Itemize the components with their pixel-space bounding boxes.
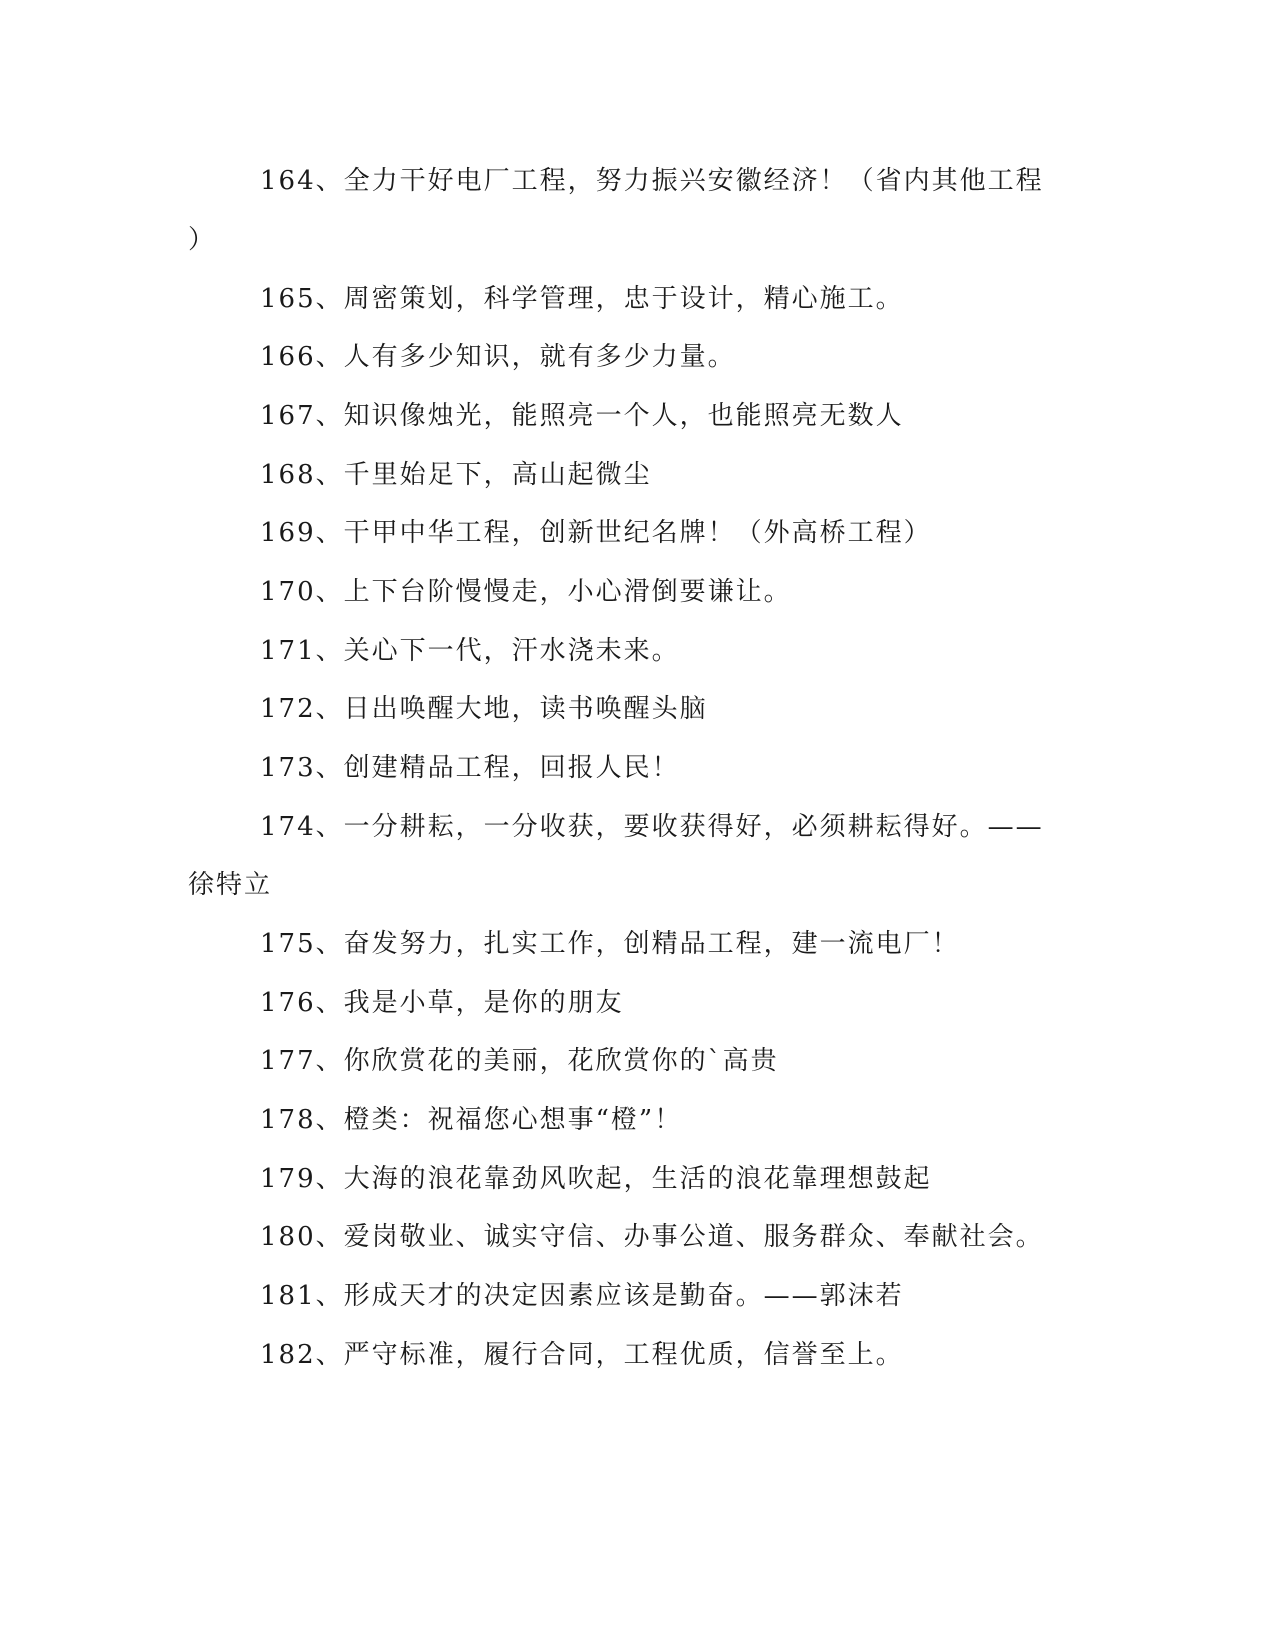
paragraph-178: 178、橙类：祝福您心想事“橙”！ xyxy=(260,1105,683,1135)
paragraph-169: 169、干甲中华工程，创新世纪名牌！（外高桥工程） xyxy=(260,518,932,548)
paragraph-176: 176、我是小草，是你的朋友 xyxy=(260,988,624,1018)
paragraph-170: 170、上下台阶慢慢走，小心滑倒要谦让。 xyxy=(260,577,792,607)
paragraph-182: 182、严守标准，履行合同，工程优质，信誉至上。 xyxy=(260,1340,904,1370)
paragraph-167: 167、知识像烛光，能照亮一个人，也能照亮无数人 xyxy=(260,401,904,431)
paragraph-174-continuation: 徐特立 xyxy=(188,870,273,900)
paragraph-164: 164、全力干好电厂工程，努力振兴安徽经济！（省内其他工程 xyxy=(260,166,1044,196)
paragraph-172: 172、日出唤醒大地，读书唤醒头脑 xyxy=(260,694,708,724)
paragraph-164-continuation: ） xyxy=(188,225,217,255)
paragraph-181: 181、形成天才的决定因素应该是勤奋。——郭沫若 xyxy=(260,1281,904,1311)
paragraph-180: 180、爱岗敬业、诚实守信、办事公道、服务群众、奉献社会。 xyxy=(260,1222,1044,1252)
paragraph-177: 177、你欣赏花的美丽，花欣赏你的`高贵 xyxy=(260,1046,779,1076)
paragraph-166: 166、人有多少知识，就有多少力量。 xyxy=(260,342,736,372)
paragraph-171: 171、关心下一代，汗水浇未来。 xyxy=(260,636,680,666)
paragraph-174: 174、一分耕耘，一分收获，要收获得好，必须耕耘得好。—— xyxy=(260,812,1044,842)
paragraph-168: 168、千里始足下，高山起微尘 xyxy=(260,460,652,490)
paragraph-179: 179、大海的浪花靠劲风吹起，生活的浪花靠理想鼓起 xyxy=(260,1164,932,1194)
paragraph-173: 173、创建精品工程，回报人民！ xyxy=(260,753,680,783)
paragraph-175: 175、奋发努力，扎实工作，创精品工程，建一流电厂！ xyxy=(260,929,960,959)
paragraph-165: 165、周密策划，科学管理，忠于设计，精心施工。 xyxy=(260,284,904,314)
